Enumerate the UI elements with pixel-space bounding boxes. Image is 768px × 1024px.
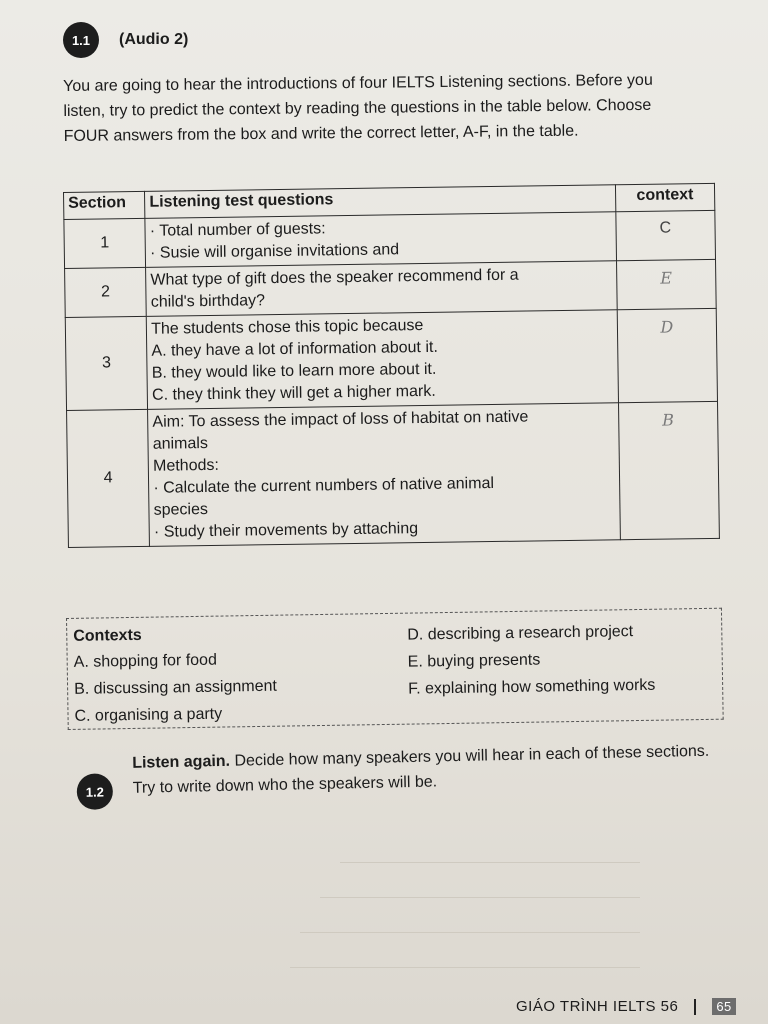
writing-line bbox=[340, 862, 640, 863]
book-title: GIÁO TRÌNH IELTS 56 bbox=[516, 998, 679, 1015]
writing-line bbox=[290, 967, 640, 968]
context-option: A. shopping for food bbox=[73, 651, 218, 671]
context-answer: C bbox=[659, 219, 672, 237]
question-cell bbox=[146, 261, 617, 317]
page-footer bbox=[516, 998, 736, 1015]
question-line: Methods: bbox=[152, 456, 219, 475]
contexts-box bbox=[66, 608, 724, 730]
context-option: E. buying presents bbox=[407, 651, 541, 671]
instructions-text: You are going to hear the introductions of four IELTS Listening sections. Before you listen, try to predict the context by reading the questions in the table below. Choose FOUR answers from the box and write the correct letter, A-F, in the table. bbox=[63, 71, 653, 145]
context-answer-cell[interactable] bbox=[616, 210, 716, 260]
exercise-2-text: Decide how many speakers you will hear in each of these sections. Try to write down who the speakers will be. bbox=[132, 742, 710, 797]
header-section: Section bbox=[64, 191, 146, 219]
question-line: C. they think they will get a higher mark. bbox=[151, 382, 436, 404]
questions-table bbox=[63, 183, 720, 548]
questions-table-wrap bbox=[63, 183, 720, 548]
exercise-2-badge: 1.2 bbox=[76, 773, 113, 810]
section-number: 1 bbox=[64, 218, 146, 268]
question-line: animals bbox=[152, 435, 209, 453]
table-row bbox=[65, 308, 717, 410]
writing-line bbox=[300, 932, 640, 933]
context-answer-cell[interactable] bbox=[617, 308, 718, 402]
question-line: · Study their movements by attaching bbox=[153, 520, 419, 541]
section-number: 3 bbox=[65, 316, 148, 410]
contexts-heading: Contexts bbox=[73, 626, 142, 645]
question-cell bbox=[145, 212, 616, 268]
exercise-1-header bbox=[63, 22, 188, 58]
context-answer-cell[interactable] bbox=[618, 401, 719, 539]
question-line: A. they have a lot of information about it. bbox=[151, 338, 438, 360]
contexts-column-right bbox=[407, 618, 655, 703]
context-option: C. organising a party bbox=[74, 705, 223, 725]
question-cell bbox=[148, 403, 620, 547]
table-row bbox=[67, 401, 720, 547]
exercise-2-lead: Listen again. bbox=[132, 752, 231, 772]
section-number: 4 bbox=[67, 409, 150, 547]
context-option: F. explaining how something works bbox=[408, 676, 656, 698]
context-answer-handwritten: B bbox=[662, 410, 675, 430]
exercise-1-instructions bbox=[63, 67, 689, 149]
exercise-2-instructions bbox=[132, 738, 733, 801]
question-line: · Calculate the current numbers of native animal bbox=[153, 475, 495, 497]
exercise-2 bbox=[76, 738, 733, 810]
context-answer-handwritten: D bbox=[660, 317, 674, 337]
context-option: D. describing a research project bbox=[407, 623, 634, 644]
question-line: What type of gift does the speaker recommend for a bbox=[150, 266, 519, 289]
header-context: context bbox=[615, 183, 715, 211]
writing-line bbox=[320, 897, 640, 898]
header-questions: Listening test questions bbox=[145, 185, 616, 219]
question-line: · Total number of guests: bbox=[149, 220, 326, 240]
question-line: · Susie will organise invitations and bbox=[149, 241, 400, 262]
footer-divider bbox=[694, 999, 696, 1015]
question-line: The students chose this topic because bbox=[151, 316, 424, 338]
question-cell bbox=[146, 310, 618, 410]
page-number: 65 bbox=[712, 998, 735, 1015]
contexts-column-left bbox=[73, 646, 277, 730]
question-line: child's birthday? bbox=[150, 292, 266, 311]
exercise-1-title: (Audio 2) bbox=[119, 31, 189, 48]
section-number: 2 bbox=[65, 267, 147, 317]
context-answer-handwritten: E bbox=[660, 268, 673, 288]
context-option: B. discussing an assignment bbox=[73, 677, 278, 698]
exercise-1-badge: 1.1 bbox=[63, 22, 99, 58]
question-line: species bbox=[153, 501, 209, 519]
question-line: B. they would like to learn more about it. bbox=[151, 360, 437, 382]
context-answer-cell[interactable] bbox=[616, 259, 716, 309]
question-line: Aim: To assess the impact of loss of habitat on native bbox=[152, 408, 529, 431]
